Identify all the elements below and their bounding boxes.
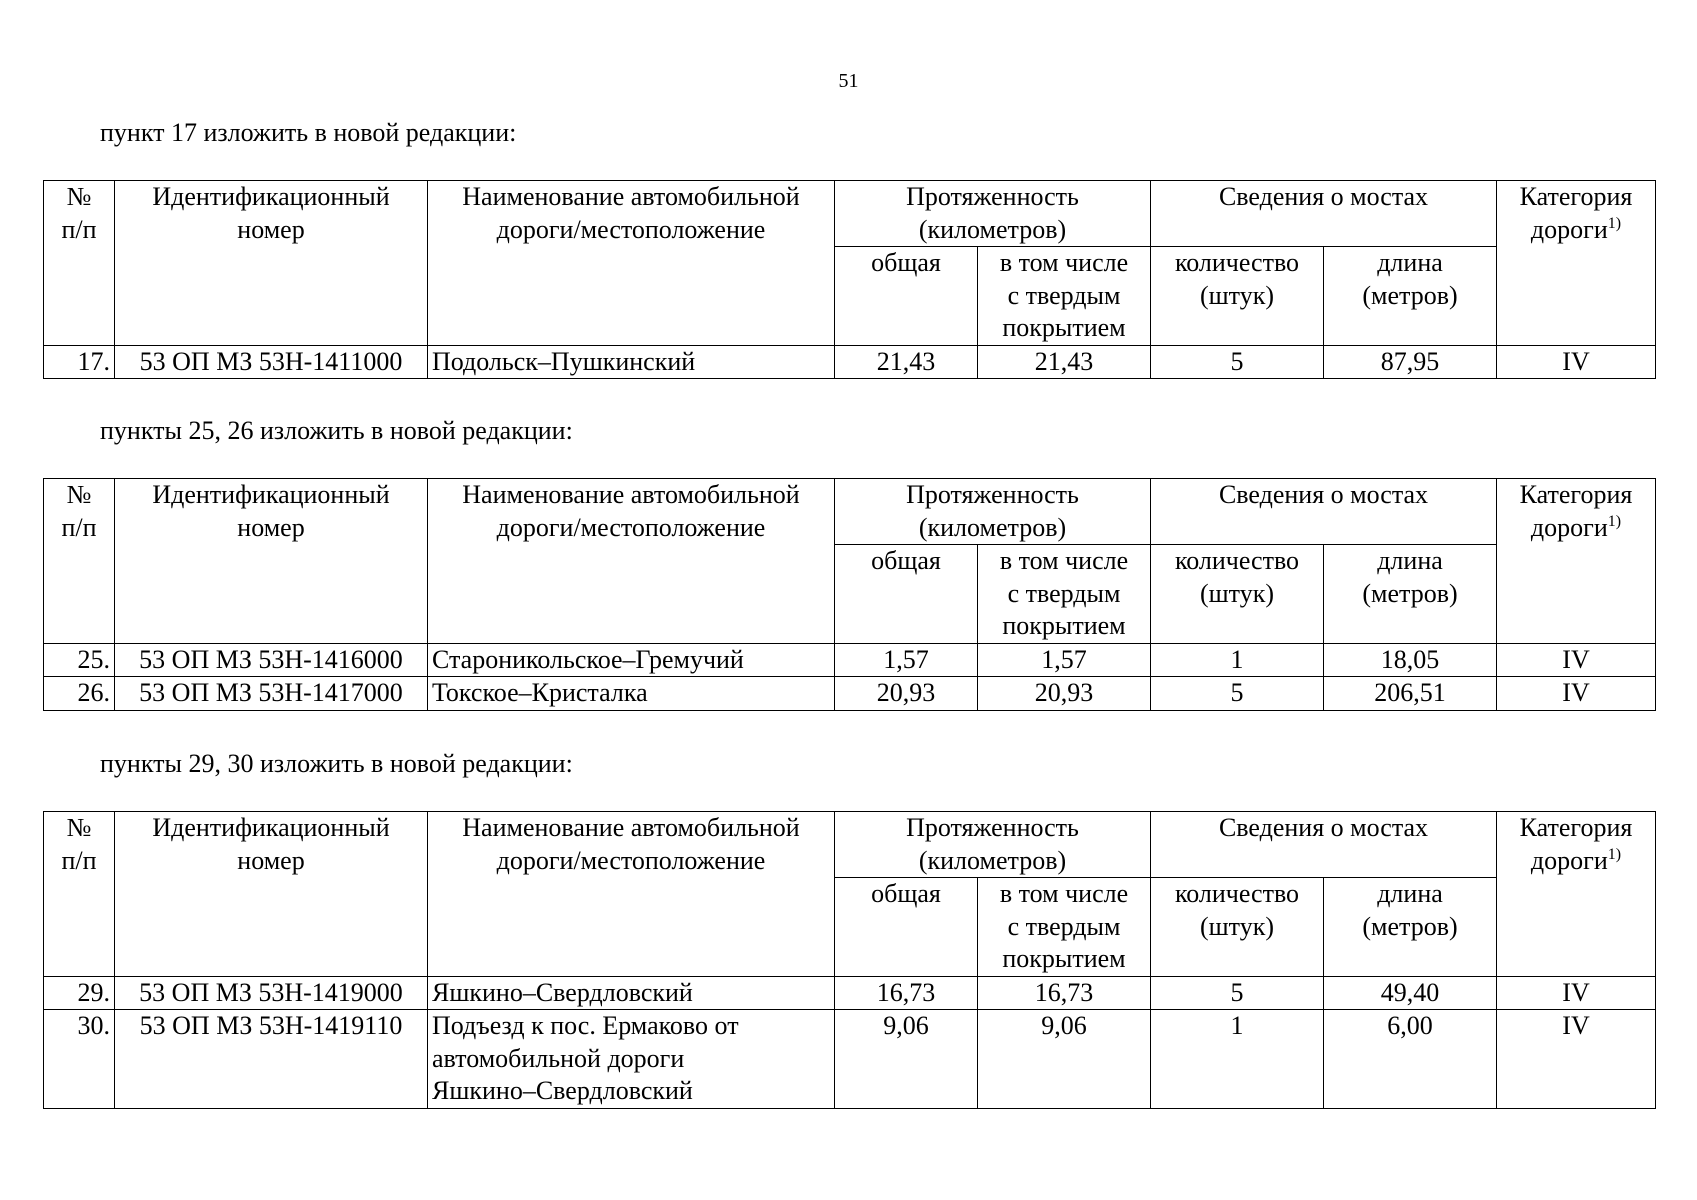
header-row — [44, 479, 1656, 545]
text-line: (метров) — [1362, 911, 1458, 941]
table-row — [44, 976, 1656, 1010]
text-line: Протяженность — [906, 813, 1079, 842]
text-line: количество — [1174, 546, 1300, 575]
row-bridges-length: 87,95 — [1324, 345, 1497, 379]
text-line: дороги/местоположение — [496, 845, 766, 875]
header-length-total — [835, 878, 978, 977]
text-line: (километров) — [918, 512, 1067, 542]
text-line: длина — [1377, 248, 1443, 277]
row-bridges-count: 5 — [1151, 976, 1324, 1010]
row-name — [428, 643, 835, 677]
text-line: (метров) — [1362, 280, 1458, 310]
text-line: (километров) — [918, 845, 1067, 875]
text-line — [1501, 214, 1651, 247]
header-bridges — [1151, 181, 1497, 247]
row-category: IV — [1497, 345, 1656, 379]
text-line: Сведения о мостах — [1218, 480, 1429, 509]
header-bridges-count — [1151, 247, 1324, 346]
text-line: Яшкино–Свердловский — [432, 977, 693, 1007]
row-name — [428, 976, 835, 1010]
text-line: дороги — [1530, 845, 1608, 875]
text-line: Наименование автомобильной — [462, 480, 800, 509]
row-category: IV — [1497, 976, 1656, 1010]
text-line: (километров) — [918, 214, 1067, 244]
header-row — [44, 812, 1656, 878]
row-length-total: 20,93 — [835, 677, 978, 711]
text-line: (штук) — [1200, 911, 1274, 941]
header-id — [115, 812, 428, 977]
text-line: с твердым — [1007, 280, 1121, 310]
header-category — [1497, 479, 1656, 644]
text-line: автомобильной дороги — [432, 1043, 685, 1073]
header-bridges — [1151, 812, 1497, 878]
section-intro: пункт 17 изложить в новой редакции: — [100, 118, 517, 147]
text-line: Подольск–Пушкинский — [432, 346, 696, 376]
header-category — [1497, 181, 1656, 346]
header-num — [44, 812, 115, 977]
text-line: п/п — [61, 512, 97, 542]
header-num — [44, 479, 115, 644]
header-id — [115, 479, 428, 644]
text-line: номер — [237, 845, 305, 875]
text-line: Категория — [1519, 480, 1633, 509]
text-line: Подъезд к пос. Ермаково от — [432, 1011, 739, 1040]
row-id: 53 ОП МЗ 53Н-1419110 — [115, 1010, 428, 1109]
header-length-paved — [978, 545, 1151, 644]
table-row — [44, 677, 1656, 711]
text-line: длина — [1377, 546, 1443, 575]
header-length — [835, 812, 1151, 878]
row-bridges-count: 5 — [1151, 345, 1324, 379]
text-line: Идентификационный — [152, 182, 390, 211]
row-bridges-length: 6,00 — [1324, 1010, 1497, 1109]
text-line: дороги — [1530, 512, 1608, 542]
footnote-marker: 1) — [1607, 214, 1622, 232]
header-bridges-length — [1324, 247, 1497, 346]
header-name — [428, 181, 835, 346]
text-line: Яшкино–Свердловский — [432, 1076, 693, 1105]
text-line: с твердым — [1007, 578, 1121, 608]
text-line: в том числе — [999, 879, 1129, 908]
row-bridges-count: 1 — [1151, 1010, 1324, 1109]
text-line: Идентификационный — [152, 813, 390, 842]
road-table — [43, 180, 1656, 379]
text-line — [1501, 512, 1651, 545]
footnote-marker: 1) — [1607, 845, 1622, 863]
row-length-total: 21,43 — [835, 345, 978, 379]
section-intro: пункты 25, 26 изложить в новой редакции: — [100, 416, 573, 445]
row-length-paved: 16,73 — [978, 976, 1151, 1010]
row-id: 53 ОП МЗ 53Н-1417000 — [115, 677, 428, 711]
header-length — [835, 181, 1151, 247]
header-bridges — [1151, 479, 1497, 545]
text-line: № — [66, 182, 92, 211]
text-line: длина — [1377, 879, 1443, 908]
row-num: 17. — [44, 345, 115, 379]
text-line: п/п — [61, 845, 97, 875]
text-line: № — [66, 480, 92, 509]
text-line: общая — [871, 879, 941, 908]
header-length-total — [835, 545, 978, 644]
table-row — [44, 643, 1656, 677]
text-line: (штук) — [1200, 280, 1274, 310]
section-intro: пункты 29, 30 изложить в новой редакции: — [100, 749, 573, 778]
row-num: 26. — [44, 677, 115, 711]
text-line: Наименование автомобильной — [462, 813, 800, 842]
text-line: Категория — [1519, 813, 1633, 842]
text-line: номер — [237, 214, 305, 244]
row-length-paved: 21,43 — [978, 345, 1151, 379]
text-line: покрытием — [1002, 313, 1126, 342]
header-length-paved — [978, 878, 1151, 977]
header-name — [428, 479, 835, 644]
page-number: 51 — [838, 70, 859, 92]
row-id: 53 ОП МЗ 53Н-1419000 — [115, 976, 428, 1010]
text-line: Сведения о мостах — [1218, 182, 1429, 211]
row-id: 53 ОП МЗ 53Н-1416000 — [115, 643, 428, 677]
text-line: (штук) — [1200, 578, 1274, 608]
header-bridges-length — [1324, 878, 1497, 977]
row-name — [428, 345, 835, 379]
row-length-paved: 20,93 — [978, 677, 1151, 711]
text-line — [1501, 845, 1651, 878]
row-bridges-length: 18,05 — [1324, 643, 1497, 677]
row-length-total: 1,57 — [835, 643, 978, 677]
text-line: дороги — [1530, 214, 1608, 244]
text-line: номер — [237, 512, 305, 542]
header-bridges-count — [1151, 545, 1324, 644]
header-length — [835, 479, 1151, 545]
row-category: IV — [1497, 677, 1656, 711]
text-line: (метров) — [1362, 578, 1458, 608]
row-length-paved: 9,06 — [978, 1010, 1151, 1109]
table-row — [44, 345, 1656, 379]
text-line: количество — [1174, 879, 1300, 908]
header-length-total — [835, 247, 978, 346]
text-line: покрытием — [1002, 944, 1126, 973]
text-line: п/п — [61, 214, 97, 244]
text-line: общая — [871, 248, 941, 277]
row-name — [428, 677, 835, 711]
header-length-paved — [978, 247, 1151, 346]
row-bridges-count: 1 — [1151, 643, 1324, 677]
row-category: IV — [1497, 643, 1656, 677]
header-bridges-length — [1324, 545, 1497, 644]
text-line: в том числе — [999, 248, 1129, 277]
header-num — [44, 181, 115, 346]
footnote-marker: 1) — [1607, 512, 1622, 530]
row-length-paved: 1,57 — [978, 643, 1151, 677]
header-row — [44, 181, 1656, 247]
row-id: 53 ОП МЗ 53Н-1411000 — [115, 345, 428, 379]
text-line: Протяженность — [906, 480, 1079, 509]
text-line: количество — [1174, 248, 1300, 277]
text-line: Сведения о мостах — [1218, 813, 1429, 842]
text-line: дороги/местоположение — [496, 512, 766, 542]
row-num: 30. — [44, 1010, 115, 1109]
header-name — [428, 812, 835, 977]
text-line: Идентификационный — [152, 480, 390, 509]
text-line: покрытием — [1002, 611, 1126, 640]
row-num: 25. — [44, 643, 115, 677]
road-table — [43, 478, 1656, 711]
text-line: с твердым — [1007, 911, 1121, 941]
table-row — [44, 1010, 1656, 1109]
road-table — [43, 811, 1656, 1109]
text-line: дороги/местоположение — [496, 214, 766, 244]
row-bridges-length: 206,51 — [1324, 677, 1497, 711]
header-category — [1497, 812, 1656, 977]
text-line: № — [66, 813, 92, 842]
header-id — [115, 181, 428, 346]
text-line: Протяженность — [906, 182, 1079, 211]
text-line: Токское–Кристалка — [432, 678, 648, 707]
row-name — [428, 1010, 835, 1109]
text-line: общая — [871, 546, 941, 575]
row-bridges-count: 5 — [1151, 677, 1324, 711]
row-length-total: 9,06 — [835, 1010, 978, 1109]
header-bridges-count — [1151, 878, 1324, 977]
text-line: Категория — [1519, 182, 1633, 211]
text-line: Староникольское–Гремучий — [432, 644, 744, 674]
row-num: 29. — [44, 976, 115, 1010]
row-bridges-length: 49,40 — [1324, 976, 1497, 1010]
text-line: в том числе — [999, 546, 1129, 575]
row-category: IV — [1497, 1010, 1656, 1109]
text-line: Наименование автомобильной — [462, 182, 800, 211]
row-length-total: 16,73 — [835, 976, 978, 1010]
